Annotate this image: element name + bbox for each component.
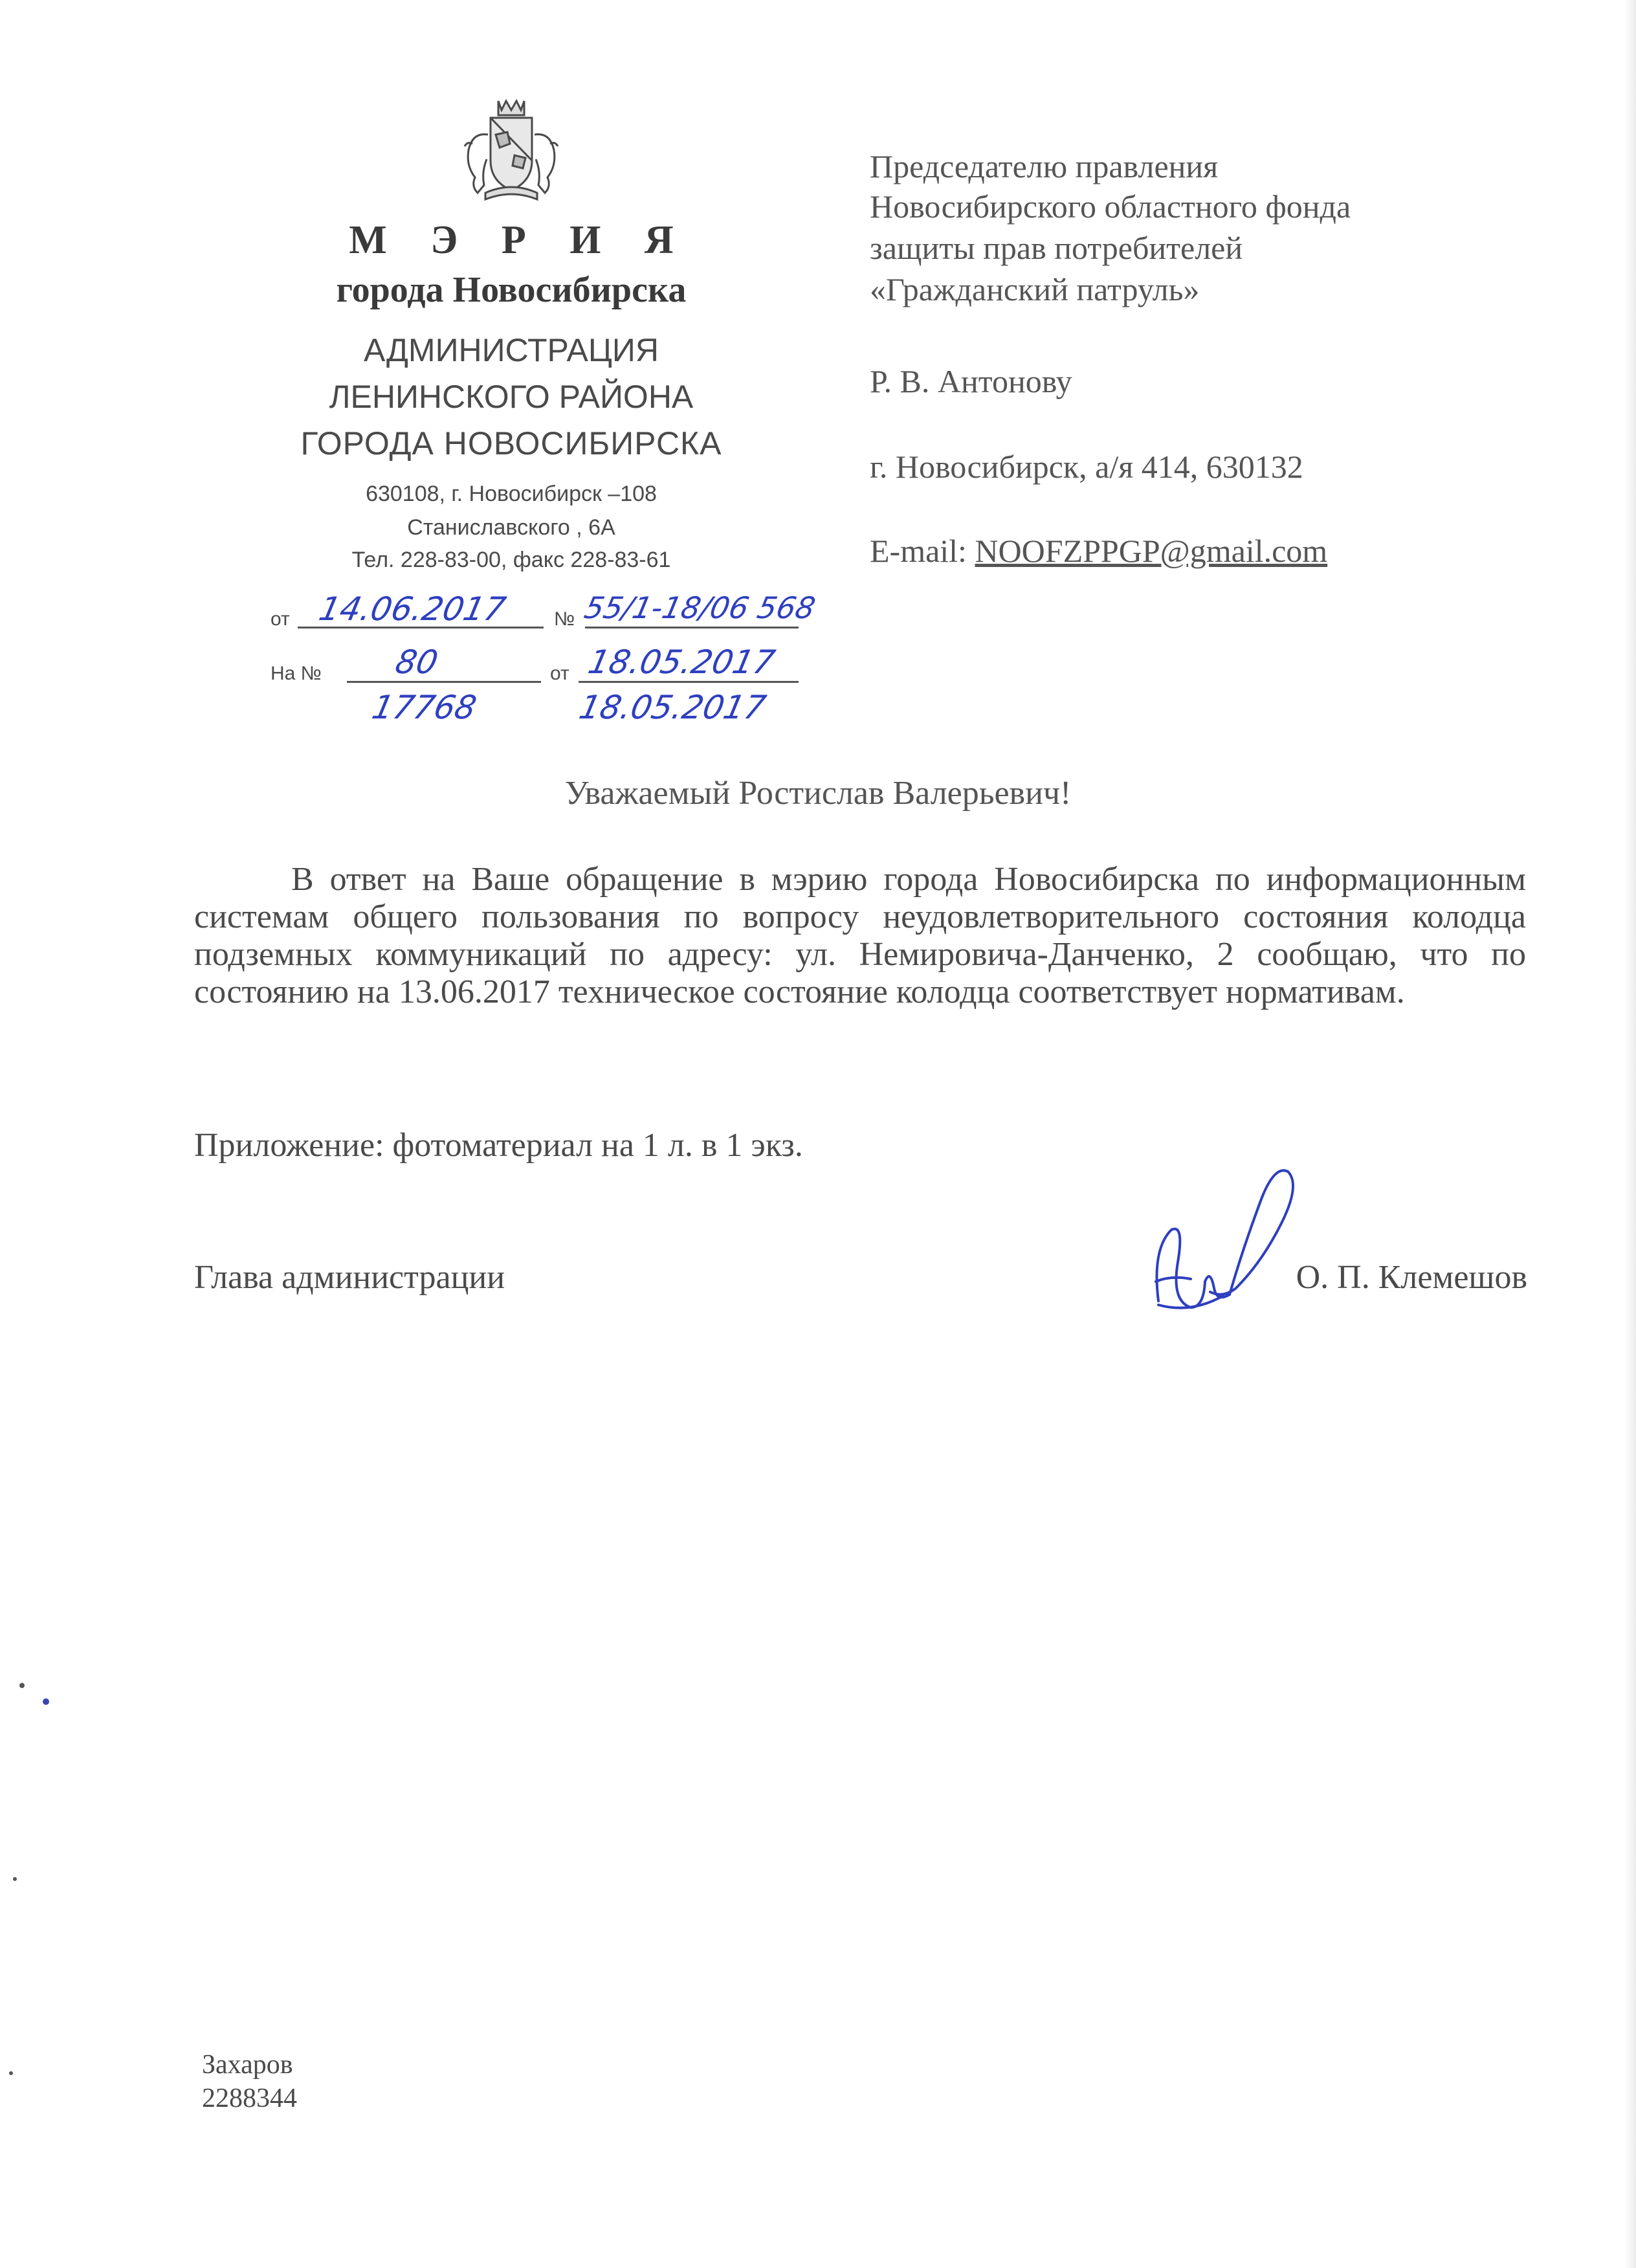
letterhead-city: города Новосибирска [336, 270, 687, 310]
addressee-email-row [870, 532, 1327, 570]
executor-name: Захаров [202, 2050, 293, 2080]
scan-speck [43, 1698, 49, 1705]
letterhead-admin-line3: ГОРОДА НОВОСИБИРСКА [300, 425, 722, 461]
addressee-postal: г. Новосибирск, а/я 414, 630132 [870, 449, 1303, 485]
signatory-name: О. П. Клемешов [1296, 1259, 1527, 1296]
scan-speck [13, 1877, 17, 1881]
letterhead-phone: Тел. 228-83-00, факс 228-83-61 [351, 548, 671, 572]
reg-number-label: № [554, 608, 575, 630]
signatory-title: Глава администрации [194, 1259, 505, 1296]
reg-from-date: 14.06.2017 [315, 590, 509, 628]
reg-reply-to-number2: 17768 [368, 689, 480, 726]
reg-from-label: от [271, 608, 290, 630]
letterhead-admin-line2: ЛЕНИНСКОГО РАЙОНА [329, 379, 694, 415]
letterhead-title: М Э Р И Я [349, 218, 691, 262]
reg-reply-from-label: от [550, 663, 569, 684]
novosibirsk-coat-of-arms-icon [453, 96, 569, 206]
letter-salutation: Уважаемый Ростислав Валерьевич! [564, 775, 1072, 812]
letterhead-admin-line1: АДМИНИСТРАЦИЯ [364, 332, 659, 368]
letter-body: В ответ на Ваше обращение в мэрию города Новосибирска по информационным системам общего пользования по вопросу неудовлетворительного состояния колодца подземных коммуникаций по адресу: ул. Немировича-Данченко, 2 сообщаю, что по состоянию на 13.06.2017 техническое состояние колодца соответствует нормативам. [194, 861, 1526, 1010]
addressee-line4: «Гражданский патруль» [870, 271, 1200, 307]
addressee-line3: защиты прав потребителей [870, 230, 1243, 266]
addressee-email-link[interactable]: NOOFZPPGP@gmail.com [975, 533, 1328, 569]
letterhead-address-line1: 630108, г. Новосибирск –108 [366, 482, 657, 506]
addressee-email-label: E-mail: [870, 533, 975, 569]
letterhead-address-line2: Станиславского , 6А [407, 515, 615, 540]
reg-number: 55/1-18/06 568 [581, 590, 819, 625]
reg-reply-to-number: 80 [392, 643, 441, 681]
reg-reply-from-underline [579, 681, 799, 683]
page-edge-shadow [1624, 0, 1636, 2268]
addressee-name: Р. В. Антонову [870, 363, 1072, 399]
addressee-line1: Председателю правления [870, 148, 1219, 184]
reg-reply-to-label: На № [271, 663, 322, 684]
addressee-line2: Новосибирского областного фонда [870, 188, 1351, 225]
executor-phone: 2288344 [202, 2084, 297, 2113]
reg-reply-from-date: 18.05.2017 [584, 643, 779, 681]
reg-reply-to-underline [347, 681, 541, 683]
letter-attachment: Приложение: фотоматериал на 1 л. в 1 экз. [194, 1127, 803, 1164]
handwritten-signature-icon [1133, 1152, 1327, 1333]
reg-reply-from-date2: 18.05.2017 [575, 689, 769, 726]
scan-speck [9, 2071, 13, 2075]
scan-speck [19, 1683, 25, 1688]
reg-number-underline [585, 627, 799, 628]
